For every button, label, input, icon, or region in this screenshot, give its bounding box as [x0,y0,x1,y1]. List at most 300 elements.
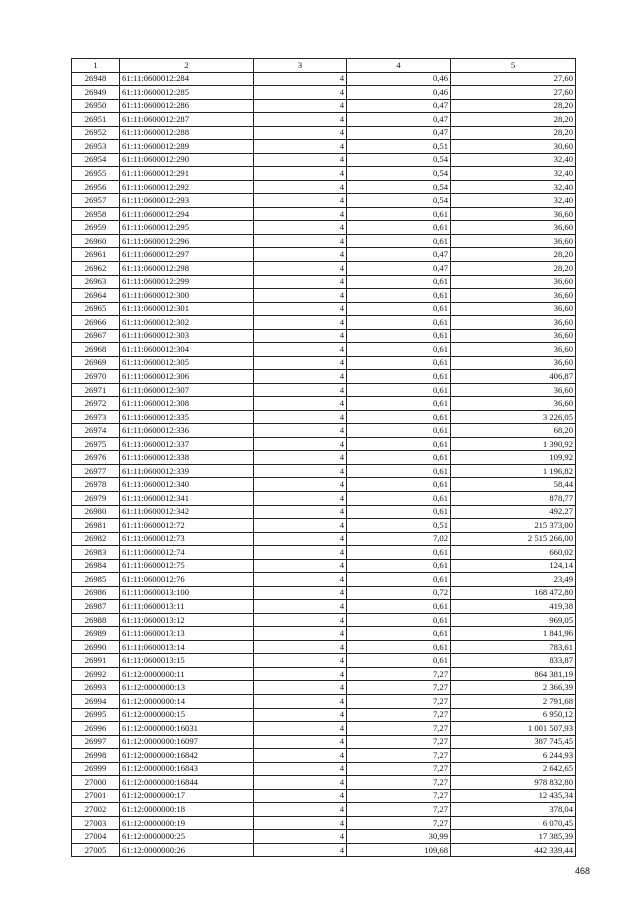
row-number-cell: 26992 [72,667,120,681]
table-row [72,356,576,370]
table-row [72,505,576,519]
cadastral-number-cell: 61:11:0600012:295 [120,221,254,235]
value-cell: 406,87 [451,370,576,384]
row-number-cell: 26995 [72,708,120,722]
value-cell: 969,05 [451,613,576,627]
area-cell: 0,61 [347,640,451,654]
area-cell: 0,61 [347,424,451,438]
value-cell: 2 642,65 [451,762,576,776]
area-cell: 0,54 [347,180,451,194]
row-number-cell: 26994 [72,694,120,708]
row-number-cell: 27000 [72,776,120,790]
area-cell: 0,61 [347,356,451,370]
area-cell: 7,27 [347,694,451,708]
area-cell: 0,51 [347,519,451,533]
row-number-cell: 26960 [72,234,120,248]
category-cell: 4 [254,451,347,465]
value-cell: 36,60 [451,329,576,343]
table-row [72,180,576,194]
category-cell: 4 [254,843,347,857]
cadastral-number-cell: 61:11:0600012:286 [120,99,254,113]
value-cell: 36,60 [451,383,576,397]
column-header-1: 1 [72,59,120,73]
area-cell: 0,51 [347,140,451,154]
row-number-cell: 26982 [72,532,120,546]
row-number-cell: 26966 [72,316,120,330]
table-row [72,600,576,614]
cadastral-number-cell: 61:12:0000000:16843 [120,762,254,776]
cadastral-number-cell: 61:11:0600012:298 [120,261,254,275]
cadastral-number-cell: 61:11:0600013:100 [120,586,254,600]
category-cell: 4 [254,708,347,722]
table-row [72,275,576,289]
category-cell: 4 [254,789,347,803]
row-number-cell: 26962 [72,261,120,275]
table-row [72,816,576,830]
area-cell: 7,27 [347,762,451,776]
value-cell: 492,27 [451,505,576,519]
area-cell: 0,61 [347,397,451,411]
cadastral-number-cell: 61:12:0000000:16097 [120,735,254,749]
category-cell: 4 [254,640,347,654]
row-number-cell: 26948 [72,72,120,86]
value-cell: 36,60 [451,302,576,316]
row-number-cell: 26963 [72,275,120,289]
row-number-cell: 26972 [72,397,120,411]
row-number-cell: 26969 [72,356,120,370]
row-number-cell: 26978 [72,478,120,492]
value-cell: 3 226,05 [451,410,576,424]
category-cell: 4 [254,681,347,695]
cadastral-number-cell: 61:11:0600012:336 [120,424,254,438]
row-number-cell: 26950 [72,99,120,113]
area-cell: 0,61 [347,573,451,587]
cadastral-number-cell: 61:11:0600012:335 [120,410,254,424]
area-cell: 0,61 [347,383,451,397]
value-cell: 109,92 [451,451,576,465]
category-cell: 4 [254,749,347,763]
cadastral-number-cell: 61:12:0000000:15 [120,708,254,722]
row-number-cell: 26970 [72,370,120,384]
row-number-cell: 26974 [72,424,120,438]
category-cell: 4 [254,221,347,235]
row-number-cell: 26997 [72,735,120,749]
category-cell: 4 [254,424,347,438]
area-cell: 0,54 [347,194,451,208]
row-number-cell: 26961 [72,248,120,262]
cadastral-number-cell: 61:11:0600012:296 [120,234,254,248]
category-cell: 4 [254,302,347,316]
table-row [72,627,576,641]
area-cell: 0,61 [347,613,451,627]
category-cell: 4 [254,140,347,154]
cadastral-number-cell: 61:11:0600012:341 [120,492,254,506]
column-header-3: 3 [254,59,347,73]
row-number-cell: 26965 [72,302,120,316]
area-cell: 0,46 [347,72,451,86]
category-cell: 4 [254,180,347,194]
cadastral-number-cell: 61:11:0600012:292 [120,180,254,194]
row-number-cell: 26954 [72,153,120,167]
row-number-cell: 26999 [72,762,120,776]
value-cell: 32,40 [451,194,576,208]
category-cell: 4 [254,694,347,708]
table-row [72,843,576,857]
table-row [72,113,576,127]
area-cell: 0,54 [347,167,451,181]
value-cell: 23,49 [451,573,576,587]
cadastral-number-cell: 61:11:0600012:302 [120,316,254,330]
category-cell: 4 [254,261,347,275]
value-cell: 32,40 [451,167,576,181]
row-number-cell: 26987 [72,600,120,614]
cadastral-number-cell: 61:11:0600013:14 [120,640,254,654]
row-number-cell: 27004 [72,830,120,844]
row-number-cell: 26991 [72,654,120,668]
row-number-cell: 26977 [72,464,120,478]
value-cell: 36,60 [451,207,576,221]
cadastral-number-cell: 61:12:0000000:26 [120,843,254,857]
category-cell: 4 [254,86,347,100]
cadastral-number-cell: 61:11:0600012:339 [120,464,254,478]
page-number: 468 [574,866,590,876]
area-cell: 7,27 [347,816,451,830]
area-cell: 7,27 [347,722,451,736]
cadastral-number-cell: 61:12:0000000:17 [120,789,254,803]
value-cell: 442 339,44 [451,843,576,857]
area-cell: 7,27 [347,776,451,790]
table-row [72,451,576,465]
cadastral-number-cell: 61:11:0600012:73 [120,532,254,546]
cadastral-number-cell: 61:11:0600012:74 [120,546,254,560]
area-cell: 7,02 [347,532,451,546]
table-row [72,194,576,208]
cadastral-number-cell: 61:11:0600012:299 [120,275,254,289]
table-row [72,573,576,587]
value-cell: 2 515 266,00 [451,532,576,546]
category-cell: 4 [254,559,347,573]
category-cell: 4 [254,586,347,600]
table-row [72,667,576,681]
value-cell: 32,40 [451,180,576,194]
table-row [72,289,576,303]
category-cell: 4 [254,356,347,370]
row-number-cell: 26959 [72,221,120,235]
area-cell: 0,61 [347,234,451,248]
table-row [72,410,576,424]
column-header-4: 4 [347,59,451,73]
value-cell: 978 832,80 [451,776,576,790]
row-number-cell: 26996 [72,722,120,736]
row-number-cell: 26967 [72,329,120,343]
area-cell: 0,47 [347,261,451,275]
row-number-cell: 26951 [72,113,120,127]
row-number-cell: 26975 [72,437,120,451]
cadastral-number-cell: 61:11:0600012:284 [120,72,254,86]
row-number-cell: 26949 [72,86,120,100]
row-number-cell: 26952 [72,126,120,140]
area-cell: 0,72 [347,586,451,600]
cadastral-number-cell: 61:11:0600012:72 [120,519,254,533]
category-cell: 4 [254,194,347,208]
land-parcel-table [71,58,576,857]
value-cell: 32,40 [451,153,576,167]
value-cell: 36,60 [451,289,576,303]
area-cell: 0,61 [347,505,451,519]
area-cell: 0,47 [347,113,451,127]
table-row [72,735,576,749]
category-cell: 4 [254,519,347,533]
area-cell: 7,27 [347,749,451,763]
row-number-cell: 26976 [72,451,120,465]
table-row [72,640,576,654]
value-cell: 68,20 [451,424,576,438]
cadastral-number-cell: 61:11:0600012:76 [120,573,254,587]
area-cell: 0,61 [347,437,451,451]
area-cell: 0,54 [347,153,451,167]
value-cell: 215 373,00 [451,519,576,533]
cadastral-number-cell: 61:11:0600012:288 [120,126,254,140]
cadastral-number-cell: 61:12:0000000:19 [120,816,254,830]
table-row [72,708,576,722]
cadastral-number-cell: 61:11:0600012:285 [120,86,254,100]
value-cell: 378,04 [451,803,576,817]
category-cell: 4 [254,546,347,560]
area-cell: 0,61 [347,207,451,221]
category-cell: 4 [254,627,347,641]
value-cell: 387 745,45 [451,735,576,749]
table-body [72,72,576,857]
area-cell: 0,61 [347,654,451,668]
category-cell: 4 [254,776,347,790]
row-number-cell: 26998 [72,749,120,763]
table-row [72,167,576,181]
category-cell: 4 [254,207,347,221]
area-cell: 0,61 [347,329,451,343]
area-cell: 0,61 [347,600,451,614]
cadastral-number-cell: 61:11:0600012:340 [120,478,254,492]
value-cell: 28,20 [451,248,576,262]
row-number-cell: 26989 [72,627,120,641]
category-cell: 4 [254,234,347,248]
category-cell: 4 [254,410,347,424]
value-cell: 660,02 [451,546,576,560]
row-number-cell: 27003 [72,816,120,830]
value-cell: 27,60 [451,72,576,86]
area-cell: 0,61 [347,221,451,235]
cadastral-number-cell: 61:12:0000000:14 [120,694,254,708]
table-row [72,492,576,506]
cadastral-number-cell: 61:12:0000000:16844 [120,776,254,790]
value-cell: 58,44 [451,478,576,492]
table-row [72,153,576,167]
table-row [72,140,576,154]
value-cell: 17 385,39 [451,830,576,844]
cadastral-number-cell: 61:11:0600012:291 [120,167,254,181]
row-number-cell: 26985 [72,573,120,587]
table-row [72,316,576,330]
category-cell: 4 [254,492,347,506]
table-row [72,248,576,262]
category-cell: 4 [254,722,347,736]
row-number-cell: 26986 [72,586,120,600]
table-row [72,424,576,438]
cadastral-number-cell: 61:11:0600012:75 [120,559,254,573]
row-number-cell: 26964 [72,289,120,303]
row-number-cell: 27002 [72,803,120,817]
row-number-cell: 26953 [72,140,120,154]
area-cell: 0,61 [347,451,451,465]
table-row [72,586,576,600]
cadastral-number-cell: 61:11:0600012:305 [120,356,254,370]
category-cell: 4 [254,383,347,397]
category-cell: 4 [254,573,347,587]
row-number-cell: 26955 [72,167,120,181]
cadastral-number-cell: 61:11:0600013:12 [120,613,254,627]
cadastral-number-cell: 61:11:0600012:297 [120,248,254,262]
table-row [72,207,576,221]
area-cell: 0,61 [347,627,451,641]
value-cell: 124,14 [451,559,576,573]
table-row [72,329,576,343]
row-number-cell: 26981 [72,519,120,533]
cadastral-number-cell: 61:11:0600012:306 [120,370,254,384]
table-row [72,776,576,790]
table-row [72,803,576,817]
table-row [72,221,576,235]
row-number-cell: 26973 [72,410,120,424]
table-row [72,789,576,803]
row-number-cell: 26990 [72,640,120,654]
table-header-row [72,59,576,73]
category-cell: 4 [254,667,347,681]
cadastral-number-cell: 61:11:0600012:308 [120,397,254,411]
category-cell: 4 [254,654,347,668]
table-row [72,478,576,492]
value-cell: 30,60 [451,140,576,154]
table-row [72,519,576,533]
category-cell: 4 [254,600,347,614]
category-cell: 4 [254,803,347,817]
value-cell: 6 070,45 [451,816,576,830]
cadastral-number-cell: 61:12:0000000:13 [120,681,254,695]
value-cell: 36,60 [451,221,576,235]
category-cell: 4 [254,613,347,627]
area-cell: 0,61 [347,316,451,330]
row-number-cell: 26988 [72,613,120,627]
row-number-cell: 26968 [72,343,120,357]
value-cell: 28,20 [451,113,576,127]
value-cell: 1 390,92 [451,437,576,451]
category-cell: 4 [254,153,347,167]
cadastral-number-cell: 61:11:0600013:15 [120,654,254,668]
area-cell: 7,27 [347,803,451,817]
category-cell: 4 [254,532,347,546]
area-cell: 0,61 [347,410,451,424]
table-row [72,464,576,478]
value-cell: 783,61 [451,640,576,654]
row-number-cell: 26993 [72,681,120,695]
value-cell: 36,60 [451,234,576,248]
cadastral-number-cell: 61:11:0600012:342 [120,505,254,519]
table-row [72,546,576,560]
area-cell: 0,46 [347,86,451,100]
area-cell: 0,61 [347,546,451,560]
table-row [72,261,576,275]
row-number-cell: 26971 [72,383,120,397]
value-cell: 36,60 [451,397,576,411]
table-row [72,343,576,357]
category-cell: 4 [254,830,347,844]
area-cell: 0,61 [347,492,451,506]
row-number-cell: 26980 [72,505,120,519]
area-cell: 30,99 [347,830,451,844]
area-cell: 0,61 [347,478,451,492]
value-cell: 6 244,93 [451,749,576,763]
table-row [72,613,576,627]
category-cell: 4 [254,478,347,492]
category-cell: 4 [254,167,347,181]
cadastral-number-cell: 61:11:0600012:300 [120,289,254,303]
row-number-cell: 26957 [72,194,120,208]
table-row [72,397,576,411]
area-cell: 0,47 [347,99,451,113]
table-row [72,302,576,316]
table-row [72,722,576,736]
row-number-cell: 26979 [72,492,120,506]
category-cell: 4 [254,343,347,357]
value-cell: 12 435,34 [451,789,576,803]
value-cell: 168 472,80 [451,586,576,600]
cadastral-number-cell: 61:11:0600012:293 [120,194,254,208]
value-cell: 36,60 [451,316,576,330]
value-cell: 28,20 [451,99,576,113]
area-cell: 7,27 [347,735,451,749]
value-cell: 1 001 507,93 [451,722,576,736]
cadastral-number-cell: 61:11:0600013:11 [120,600,254,614]
table-row [72,694,576,708]
category-cell: 4 [254,762,347,776]
row-number-cell: 26983 [72,546,120,560]
cadastral-number-cell: 61:11:0600012:301 [120,302,254,316]
area-cell: 0,47 [347,248,451,262]
area-cell: 7,27 [347,789,451,803]
table-row [72,72,576,86]
value-cell: 878,77 [451,492,576,506]
row-number-cell: 27005 [72,843,120,857]
cadastral-number-cell: 61:11:0600012:287 [120,113,254,127]
category-cell: 4 [254,72,347,86]
category-cell: 4 [254,289,347,303]
area-cell: 0,61 [347,343,451,357]
cadastral-number-cell: 61:11:0600012:304 [120,343,254,357]
row-number-cell: 27001 [72,789,120,803]
category-cell: 4 [254,275,347,289]
table-row [72,681,576,695]
category-cell: 4 [254,329,347,343]
area-cell: 0,61 [347,302,451,316]
cadastral-number-cell: 61:12:0000000:25 [120,830,254,844]
area-cell: 0,61 [347,559,451,573]
category-cell: 4 [254,464,347,478]
area-cell: 7,27 [347,708,451,722]
table-row [72,830,576,844]
cadastral-number-cell: 61:12:0000000:11 [120,667,254,681]
value-cell: 419,38 [451,600,576,614]
cadastral-number-cell: 61:11:0600012:337 [120,437,254,451]
cadastral-number-cell: 61:11:0600012:338 [120,451,254,465]
cadastral-number-cell: 61:12:0000000:18 [120,803,254,817]
